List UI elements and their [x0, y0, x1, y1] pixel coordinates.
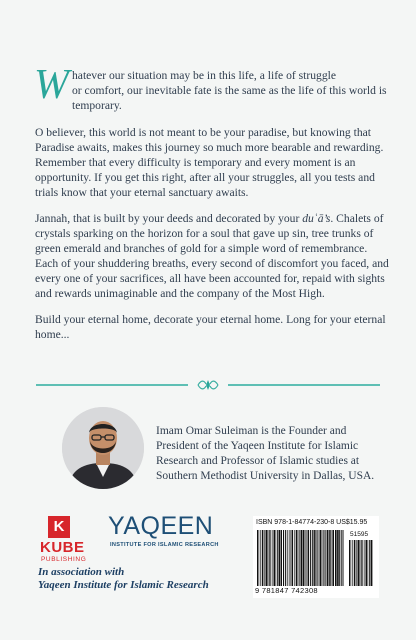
- association-note: [38, 566, 209, 592]
- barcode-bar: [332, 530, 334, 586]
- barcode-bar: [335, 530, 337, 586]
- barcode-bar: [356, 540, 357, 586]
- yaqeen-logo: [108, 512, 236, 552]
- barcode-bar: [289, 530, 290, 586]
- barcode-bar: [306, 530, 307, 586]
- blurb-p3-start: Jannah, that is built by your deeds and decorated by your: [35, 212, 303, 225]
- divider-rule-left: [36, 384, 188, 386]
- isbn-price: ISBN 978-1-84774-230-8 US$15.95: [256, 519, 368, 526]
- barcode-bar: [368, 540, 369, 586]
- barcode-bar: [308, 530, 309, 586]
- barcode-bar: [264, 530, 265, 586]
- barcode-bar: [290, 530, 291, 586]
- barcode-bar: [283, 530, 284, 586]
- barcode-bar: [310, 530, 311, 586]
- barcode-bar: [273, 530, 274, 586]
- author-portrait-icon: [62, 407, 144, 489]
- barcode-bar: [305, 530, 306, 586]
- association-line-2: Yaqeen Institute for Islamic Research: [38, 579, 209, 591]
- yaqeen-name: YAQEEN: [108, 512, 214, 540]
- blurb-paragraph-2: O believer, this world is not meant to be your paradise, but knowing that Paradise awaits, makes this journey so much more bearable and rewarding. Remember that every difficulty is temporary and every moment is an opportunity. If you get this right, after all your struggles, all you tests and trials know that your eternal sanctuary awaits.: [35, 126, 384, 199]
- kube-mark: K: [48, 516, 70, 538]
- barcode-block: [253, 516, 379, 598]
- barcode-bar: [362, 540, 363, 586]
- blurb-paragraph-4: Build your eternal home, decorate your eternal home. Long for your eternal home...: [35, 313, 386, 341]
- barcode-bar: [276, 530, 277, 586]
- barcode-icon: [257, 530, 345, 586]
- barcode-bar: [307, 530, 308, 586]
- drop-cap: W: [34, 62, 69, 108]
- barcode-bar: [325, 530, 326, 586]
- barcode-bar: [285, 530, 286, 586]
- barcode-bar: [281, 530, 282, 586]
- blurb-paragraph-1: [34, 62, 391, 113]
- flourish-icon: [196, 378, 220, 392]
- barcode-bar: [319, 530, 320, 586]
- association-line-1: In association with: [38, 566, 125, 578]
- barcode-bar: [270, 530, 271, 586]
- blurb-p3-end: . Chalets of crystals sparking on the horizon for a soul that gave up sin, tree trunks of green emerald and branches of gold for a simple word of remembrance. Each of your shuddering breaths, every second of discomfort you faced, and every one of your sacrifices, all have been accounted for, repaid with sights and rewards unimaginable and the company of the Most High.: [35, 212, 389, 300]
- barcode-bar: [274, 530, 275, 586]
- barcode-digits: 9 781847 742308: [255, 586, 318, 595]
- barcode-bar: [296, 530, 298, 586]
- kube-subtitle: PUBLISHING: [41, 556, 87, 563]
- barcode-bar: [352, 540, 353, 586]
- barcode-bar: [299, 530, 300, 586]
- barcode-bar: [266, 530, 268, 586]
- barcode-bar: [349, 540, 350, 586]
- barcode-bar: [337, 530, 339, 586]
- barcode-bar: [361, 540, 362, 586]
- barcode-bar: [358, 540, 360, 586]
- barcode-bar: [272, 530, 273, 586]
- barcode-bar: [364, 540, 365, 586]
- barcode-bar: [287, 530, 288, 586]
- barcode-bar: [301, 530, 303, 586]
- barcode-bar: [327, 530, 329, 586]
- barcode-bar: [317, 530, 318, 586]
- barcode-bar: [315, 530, 316, 586]
- divider-rule-right: [228, 384, 380, 386]
- barcode-bar: [303, 530, 305, 586]
- blurb-p3-italic: duʿā’s: [302, 212, 331, 225]
- barcode-bar: [257, 530, 258, 586]
- barcode-bar: [371, 540, 373, 586]
- barcode-bar: [354, 540, 356, 586]
- barcode-bar: [351, 540, 352, 586]
- blurb-paragraph-3: [35, 211, 391, 301]
- author-bio: Imam Omar Suleiman is the Founder and President of the Yaqeen Institute for Islamic Research and Professor of Islamic studies at Southern Methodist University in Dallas, USA.: [156, 425, 375, 482]
- barcode-bar: [294, 530, 295, 586]
- barcode-bar: [262, 530, 264, 586]
- barcode-bar: [279, 530, 281, 586]
- barcode-bar: [329, 530, 330, 586]
- barcode-bar: [260, 530, 261, 586]
- ornamental-divider: [36, 378, 380, 392]
- blurb-p1-line1: hatever our situation may be in this life, a life of struggle: [72, 69, 337, 82]
- price-barcode-icon: [349, 540, 373, 586]
- blurb-p1-line2: or comfort, our inevitable fate is the same as the life of this world is temporary.: [72, 84, 387, 112]
- barcode-bar: [312, 530, 313, 586]
- kube-name: KUBE: [40, 539, 85, 556]
- barcode-bar: [343, 530, 344, 586]
- barcode-bar: [298, 530, 299, 586]
- price-code: 51595: [350, 531, 369, 538]
- author-photo: [62, 407, 144, 489]
- yaqeen-tagline: INSTITUTE FOR ISLAMIC RESEARCH: [110, 542, 219, 548]
- barcode-bar: [322, 530, 323, 586]
- barcode-bar: [259, 530, 260, 586]
- barcode-bar: [330, 530, 331, 586]
- barcode-bar: [320, 530, 322, 586]
- barcode-bar: [339, 530, 340, 586]
- barcode-bar: [277, 530, 278, 586]
- barcode-bar: [369, 540, 370, 586]
- barcode-bar: [314, 530, 315, 586]
- barcode-bar: [323, 530, 324, 586]
- blurb-text: [34, 62, 391, 353]
- barcode-bar: [341, 530, 342, 586]
- barcode-bar: [269, 530, 270, 586]
- barcode-bar: [366, 540, 367, 586]
- barcode-bar: [292, 530, 294, 586]
- barcode-bar: [365, 540, 366, 586]
- kube-publishing-logo: [38, 516, 96, 568]
